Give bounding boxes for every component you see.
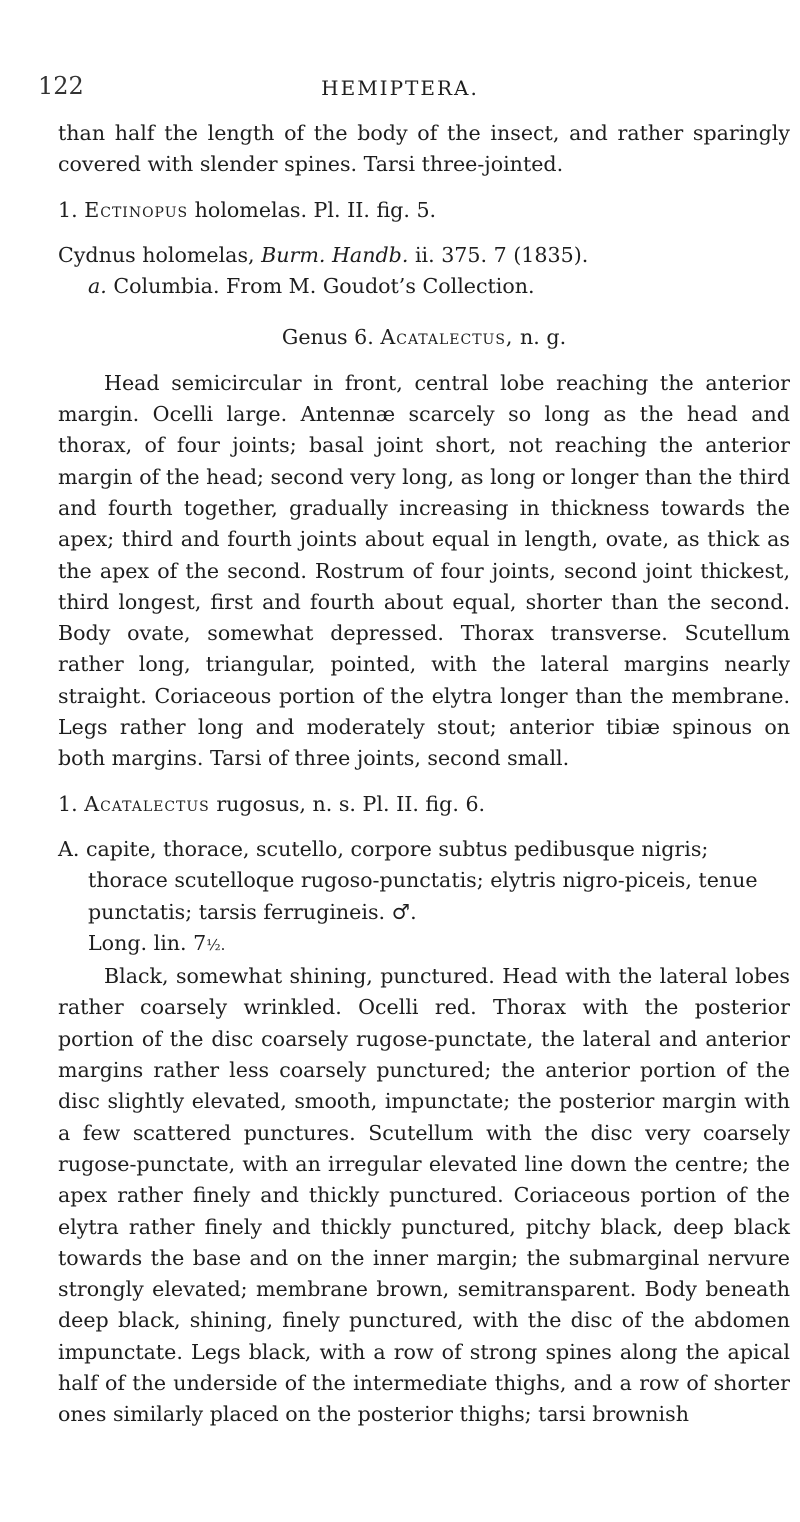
species-2-description: Black, somewhat shining, punctured. Head with the lateral lobes rather coarsely wrinkled. Ocelli red. Thorax with the posterior portion of the disc coarsely rugose-punctate, the lateral and anterior margins rather less coarsely punctured; the anterior portion of the disc slightly elevated, smooth, impunctate; the posterior margin with a few scattered punctures. Scutellum with the disc very coarsely rugose-punctate, with an irregular elevated line down the centre; the apex rather finely and thickly punctured. Coriaceous portion of the elytra rather finely and thickly punctured, pitchy black, deep black towards the base and on the inner margin; the submarginal nervure strongly elevated; membrane brown, semitransparent. Body beneath deep black, shining, finely punctured, with the disc of the abdomen impunctate. Legs black, with a row of strong spines along the apical half of the underside of the intermediate thighs, and a row of shorter ones similarly placed on the posterior thighs; tarsi brownish — [58, 964, 790, 1427]
latin-diagnosis — [58, 834, 790, 961]
species-1-heading — [58, 195, 790, 226]
species-1-epithet: holomelas. — [194, 197, 307, 222]
page-number: 122 — [38, 72, 84, 100]
genus-name: Acatalectus, — [380, 325, 514, 350]
species-1-plate-ref: Pl. II. fig. 5. — [313, 197, 437, 222]
length-fraction: ½. — [206, 936, 226, 954]
species-2-epithet: rugosus, n. s. — [216, 791, 356, 816]
species-1-locality — [58, 271, 790, 302]
genus-description: Head semicircular in front, central lobe reaching the anterior margin. Ocelli large. Antennæ scarcely so long as the head and thorax, of four joints; basal joint short, not reaching the anterior margin of the head; second very long, as long or longer than the third and fourth together, gradually increasing in thickness towards the apex; third and fourth joints about equal in length, ovate, as thick as the apex of the second. Rostrum of four joints, second joint thickest, third longest, first and fourth about equal, shorter than the second. Body ovate, somewhat depressed. Thorax transverse. Scutellum rather long, triangular, pointed, with the lateral margins nearly straight. Coriaceous portion of the elytra longer than the membrane. Legs rather long and moderately stout; anterior tibiæ spinous on both margins. Tarsi of three joints, second small. — [58, 370, 790, 771]
species-2-heading — [58, 789, 790, 820]
latin-diagnosis-text: A. capite, thorace, scutello, corpore subtus pedibusque nigris; thorace scutelloque rugoso-punctatis; elytris nigro-piceis, tenue punctatis; tarsis ferrugineis. ♂. — [58, 836, 758, 924]
genus-suffix: n. g. — [520, 325, 567, 350]
page-body — [58, 118, 790, 1431]
species-1-genus: Ectinopus — [84, 197, 189, 222]
length-label: Long. lin. — [88, 930, 187, 955]
locality-text: Columbia. From M. Goudot’s Collection. — [113, 274, 535, 299]
species-2-genus: Acatalectus — [84, 791, 210, 816]
species-1-synonymy — [58, 240, 790, 271]
species-1-number: 1. — [58, 197, 78, 222]
synonym-authority: Burm. Handb. — [261, 242, 409, 267]
species-2-number: 1. — [58, 791, 78, 816]
synonym-name: Cydnus holomelas, — [58, 242, 255, 267]
synonym-citation: ii. 375. 7 (1835). — [414, 242, 589, 267]
locality-letter: a. — [88, 274, 107, 299]
species-2-plate-ref: Pl. II. fig. 6. — [362, 791, 486, 816]
intro-paragraph: than half the length of the body of the insect, and rather sparingly covered with slender spines. Tarsi three-jointed. — [58, 121, 790, 177]
genus-heading — [58, 322, 790, 353]
length-whole: 7 — [193, 930, 207, 955]
running-title: HEMIPTERA. — [321, 76, 479, 100]
genus-prefix: Genus 6. — [281, 325, 374, 350]
